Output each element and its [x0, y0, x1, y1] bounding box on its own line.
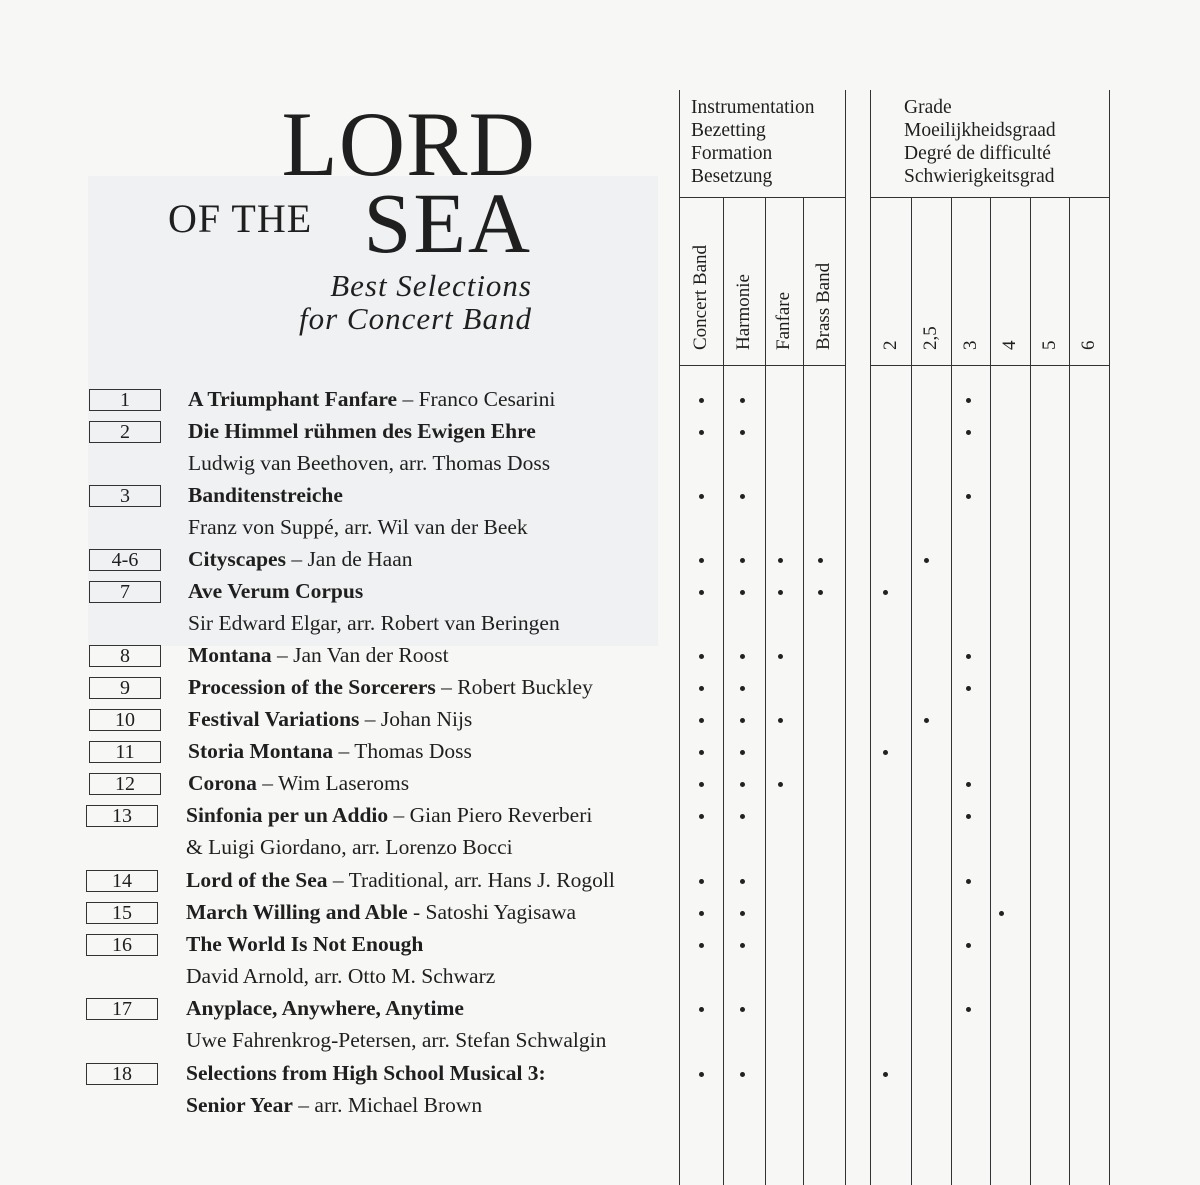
track-composer: Jan Van der Roost	[293, 643, 449, 667]
instrumentation-dot	[740, 430, 745, 435]
track-composer: Ludwig van Beethoven, arr. Thomas Doss	[188, 451, 551, 475]
instrument-column-label: Fanfare	[773, 291, 794, 350]
track-title: Banditenstreiche	[188, 483, 343, 507]
track-composer: Gian Piero Reverberi	[409, 803, 593, 827]
track-number: 13	[86, 805, 158, 827]
grid-line-grade-column	[1030, 197, 1031, 1185]
track-title: Storia Montana	[188, 739, 334, 763]
instrumentation-dot	[740, 686, 745, 691]
track-subline	[188, 453, 550, 475]
track-title-line	[186, 870, 615, 892]
instrumentation-dot	[699, 430, 704, 435]
track-separator: –	[397, 387, 419, 411]
track-title-line	[188, 421, 536, 443]
track-separator: –	[435, 675, 458, 699]
instrumentation-dot	[740, 943, 745, 948]
track-number: 10	[89, 709, 161, 731]
instrument-column-label: Harmonie	[733, 274, 754, 350]
track-composer: Franco Cesarini	[418, 387, 556, 411]
grade-column-label: 5	[1038, 340, 1060, 350]
instrumentation-dot	[740, 782, 745, 787]
track-number: 9	[89, 677, 161, 699]
instrumentation-dot	[699, 750, 704, 755]
instrumentation-dot	[699, 718, 704, 723]
grade-header	[904, 96, 1056, 188]
instrumentation-dot	[778, 558, 783, 563]
track-separator: –	[271, 643, 294, 667]
instrumentation-header-line: Bezetting	[691, 120, 766, 141]
track-title: Lord of the Sea	[186, 868, 328, 892]
track-number: 7	[89, 581, 161, 603]
track-separator: –	[256, 771, 279, 795]
track-number: 15	[86, 902, 158, 924]
grid-line-grade-left	[870, 90, 871, 1185]
instrumentation-dot	[699, 590, 704, 595]
track-subline	[186, 837, 513, 859]
instrumentation-dot	[778, 718, 783, 723]
track-number: 12	[89, 773, 161, 795]
grade-dot	[966, 1007, 971, 1012]
grid-line-grade-column	[1069, 197, 1070, 1185]
track-composer: Robert Buckley	[457, 675, 593, 699]
instrumentation-dot	[740, 654, 745, 659]
track-composer: Thomas Doss	[354, 739, 472, 763]
grade-column-label: 4	[999, 340, 1020, 350]
grid-line-header-bottom	[870, 197, 1110, 198]
instrumentation-dot	[699, 782, 704, 787]
instrumentation-dot	[740, 1007, 745, 1012]
track-subline	[188, 613, 560, 635]
track-separator: –	[327, 868, 349, 892]
instrumentation-dot	[699, 1072, 704, 1077]
instrumentation-dot	[740, 558, 745, 563]
track-title: Cityscapes	[188, 547, 286, 571]
instrumentation-dot	[740, 494, 745, 499]
instrument-column-label: Brass Band	[813, 262, 834, 350]
grade-header-line: Degré de difficulté	[904, 143, 1051, 164]
track-separator: –	[292, 1093, 315, 1117]
track-composer: Johan Nijs	[380, 707, 473, 731]
grid-line-instr-column	[723, 197, 724, 1185]
grade-header-line: Schwierigkeitsgrad	[904, 166, 1055, 187]
grade-header-line: Grade	[904, 97, 952, 118]
track-composer: Satoshi Yagisawa	[425, 900, 577, 924]
track-composer: Jan de Haan	[307, 547, 413, 571]
track-title: Die Himmel rühmen des Ewigen Ehre	[188, 419, 536, 443]
instrumentation-dot	[818, 590, 823, 595]
track-title-line	[186, 998, 464, 1020]
title-of-the: OF THE	[168, 196, 313, 241]
instrumentation-header-line: Besetzung	[691, 166, 773, 187]
instrumentation-dot	[699, 654, 704, 659]
instrumentation-header	[691, 96, 814, 188]
grid-line-left	[679, 90, 680, 1185]
grid-line-labels-bottom	[870, 365, 1110, 366]
instrumentation-dot	[699, 558, 704, 563]
grade-dot	[883, 1072, 888, 1077]
title-lord: LORD	[281, 93, 536, 195]
track-number: 4-6	[89, 549, 161, 571]
grade-header-line: Moeilijkheidsgraad	[904, 120, 1056, 141]
track-title-line	[188, 485, 343, 507]
track-title-line	[188, 773, 409, 795]
track-title-line	[188, 549, 413, 571]
track-title-line	[186, 934, 423, 956]
track-subline	[186, 1095, 482, 1117]
grade-column-label: 6	[1078, 340, 1099, 350]
instrumentation-dot	[818, 558, 823, 563]
instrumentation-dot	[699, 911, 704, 916]
track-title-line	[186, 902, 576, 924]
instrumentation-dot	[740, 590, 745, 595]
grade-dot	[966, 494, 971, 499]
track-number: 2	[89, 421, 161, 443]
instrumentation-dot	[699, 943, 704, 948]
grade-dot	[966, 430, 971, 435]
grid-line-labels-bottom	[679, 365, 846, 366]
track-number: 14	[86, 870, 158, 892]
track-composer: arr. Michael Brown	[314, 1093, 483, 1117]
grade-dot	[883, 750, 888, 755]
grade-column-label: 3	[959, 340, 981, 350]
grade-dot	[966, 782, 971, 787]
track-number: 16	[86, 934, 158, 956]
track-separator: -	[407, 900, 426, 924]
instrumentation-dot	[740, 814, 745, 819]
instrumentation-dot	[778, 782, 783, 787]
track-number: 8	[89, 645, 161, 667]
grade-dot	[999, 911, 1004, 916]
track-number: 17	[86, 998, 158, 1020]
grade-dot	[924, 718, 929, 723]
grid-line-right	[1109, 90, 1110, 1185]
track-subline	[186, 966, 495, 988]
track-composer: Wim Laseroms	[278, 771, 410, 795]
track-title: The World Is Not Enough	[186, 932, 424, 956]
track-title: Sinfonia per un Addio	[186, 803, 389, 827]
track-title-line	[186, 805, 592, 827]
instrumentation-dot	[740, 750, 745, 755]
grade-dot	[966, 654, 971, 659]
track-title: Anyplace, Anywhere, Anytime	[186, 996, 464, 1020]
track-title-line	[188, 581, 363, 603]
grade-dot	[966, 943, 971, 948]
track-title: Festival Variations	[188, 707, 360, 731]
track-title: Ave Verum Corpus	[188, 579, 364, 603]
track-title: Montana	[188, 643, 272, 667]
track-title: March Willing and Able	[186, 900, 408, 924]
grid-line-grade-column	[951, 197, 952, 1185]
track-title: Selections from High School Musical 3:	[186, 1061, 546, 1085]
instrumentation-dot	[778, 654, 783, 659]
grade-column-label: 2	[879, 340, 901, 350]
subtitle-for-concert-band: for Concert Band	[299, 301, 532, 336]
grid-line-instr-column	[765, 197, 766, 1185]
instrumentation-dot	[699, 1007, 704, 1012]
track-separator: –	[333, 739, 355, 763]
grid-line-grade-column	[911, 197, 912, 1185]
instrumentation-dot	[740, 718, 745, 723]
instrumentation-dot	[699, 398, 704, 403]
instrumentation-dot	[740, 398, 745, 403]
track-number: 3	[89, 485, 161, 507]
instrumentation-dot	[699, 814, 704, 819]
track-composer: Traditional, arr. Hans J. Rogoll	[348, 868, 615, 892]
instrumentation-header-line: Instrumentation	[691, 97, 815, 118]
track-composer: Uwe Fahrenkrog-Petersen, arr. Stefan Schwalgin	[186, 1028, 607, 1052]
instrument-column-label: Concert Band	[690, 244, 711, 350]
track-composer: Franz von Suppé, arr. Wil van der Beek	[188, 515, 528, 539]
track-title: Corona	[188, 771, 257, 795]
track-title-line	[188, 389, 555, 411]
instrumentation-dot	[699, 686, 704, 691]
instrumentation-dot	[699, 879, 704, 884]
grid-line-instr-column	[803, 197, 804, 1185]
grade-dot	[966, 879, 971, 884]
instrumentation-header-line: Formation	[691, 143, 773, 164]
title-sea: SEA	[363, 175, 532, 271]
grid-line-instr-right	[845, 90, 846, 1185]
track-number: 18	[86, 1063, 158, 1085]
grid-line-header-bottom	[679, 197, 846, 198]
track-number: 1	[89, 389, 161, 411]
track-title: A Triumphant Fanfare	[188, 387, 398, 411]
track-title-continued: Senior Year	[186, 1093, 293, 1117]
grade-column-label: 2,5	[920, 326, 941, 350]
track-separator: –	[285, 547, 308, 571]
instrumentation-dot	[699, 494, 704, 499]
grid-line-grade-column	[990, 197, 991, 1185]
track-subline	[186, 1030, 606, 1052]
grade-dot	[924, 558, 929, 563]
track-title-line	[188, 709, 472, 731]
track-title-line	[188, 677, 593, 699]
instrumentation-dot	[740, 879, 745, 884]
track-separator: –	[359, 707, 381, 731]
track-title-line	[188, 645, 449, 667]
grade-dot	[966, 398, 971, 403]
track-title: Procession of the Sorcerers	[188, 675, 436, 699]
track-number: 11	[89, 741, 161, 763]
grade-dot	[966, 686, 971, 691]
subtitle-best-selections: Best Selections	[330, 268, 532, 303]
grade-dot	[883, 590, 888, 595]
instrumentation-dot	[778, 590, 783, 595]
track-composer: Sir Edward Elgar, arr. Robert van Beringen	[188, 611, 560, 635]
grade-dot	[966, 814, 971, 819]
track-composer: David Arnold, arr. Otto M. Schwarz	[186, 964, 496, 988]
track-composer: & Luigi Giordano, arr. Lorenzo Bocci	[186, 835, 513, 859]
track-subline	[188, 517, 528, 539]
instrumentation-dot	[740, 1072, 745, 1077]
track-separator: –	[388, 803, 410, 827]
instrumentation-dot	[740, 911, 745, 916]
track-title-line	[186, 1063, 546, 1085]
track-title-line	[188, 741, 472, 763]
